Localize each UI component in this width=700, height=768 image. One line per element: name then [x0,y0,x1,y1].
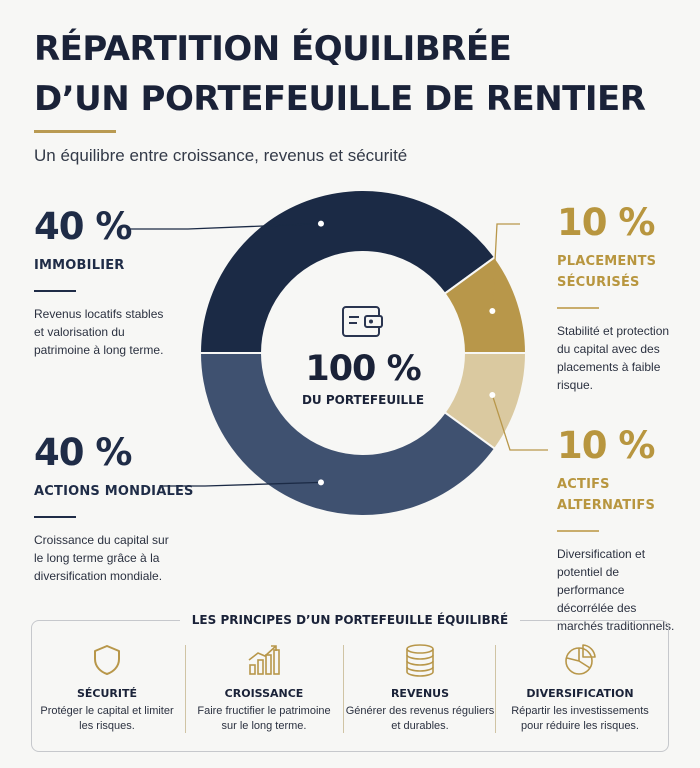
principles-title: LES PRINCIPES D’UN PORTEFEUILLE ÉQUILIBRÉ [180,613,520,627]
leader-dot-immobilier [318,221,324,227]
principle-name: DIVERSIFICATION [526,687,634,700]
slice-rule [557,530,599,532]
slice-info-immobilier [34,207,204,359]
center-total: 100 % [305,349,421,389]
slice-label-immobilier: IMMOBILIER [34,258,125,273]
growth-chart-icon [246,643,282,677]
principle-text: Générer des revenus réguliers et durables. [345,705,495,732]
principle-revenus [345,643,495,734]
page-subtitle: Un équilibre entre croissance, revenus et sécurité [34,146,408,165]
slice-desc-actions: Croissance du capital sur le long terme grâce à la diversification mondiale. [34,532,169,583]
slice-percent-immobilier: 40 % [34,205,132,248]
slice-info-alternatifs [557,426,682,635]
principle-text: Faire fructifier le patrimoine sur le long terme. [197,705,331,732]
slice-desc-alternatifs: Diversification et potentiel de performance décorrélée des marchés traditionnels. [557,546,675,633]
slice-info-actions [34,433,214,585]
principle-name: REVENUS [390,687,450,700]
principle-diversification [500,643,660,734]
slice-info-securises [557,203,677,394]
principles-panel [31,613,669,752]
slice-rule [34,516,76,518]
slice-rule [557,307,599,309]
title-line-1: RÉPARTITION ÉQUILIBRÉE [34,29,512,69]
slice-percent-alternatifs: 10 % [557,424,655,467]
slice-label-securises: PLACEMENTS SÉCURISÉS [557,254,657,290]
title-line-2: D’UN PORTEFEUILLE DE RENTIER [34,79,646,119]
donut-center [263,305,463,407]
leader-dot-actions-mondiales [318,479,324,485]
principle-text: Protéger le capital et limiter les risques. [40,705,174,732]
principle-separator [495,645,496,733]
slice-desc-securises: Stabilité et protection du capital avec des placements à faible risque. [557,323,670,392]
principle-name: SÉCURITÉ [76,687,138,700]
shield-icon [90,643,124,677]
principle-name: CROISSANCE [224,687,304,700]
leader-dot-placements-securises [489,308,495,314]
principle-separator [343,645,344,733]
principle-text: Répartir les investissements pour réduire les risques. [511,705,649,732]
principle-croissance [189,643,339,734]
slice-rule [34,290,76,292]
slice-desc-immobilier: Revenus locatifs stables et valorisation du patrimoine à long terme. [34,306,164,357]
leader-dot-actifs-alternatifs [489,392,495,398]
coin-stack-icon [402,643,438,677]
slice-percent-securises: 10 % [557,201,655,244]
slice-label-alternatifs: ACTIFS ALTERNATIFS [557,477,656,513]
pie-chart-icon [563,643,597,677]
center-label: DU PORTEFEUILLE [301,393,425,407]
wallet-icon [341,305,385,339]
principle-securite [32,643,182,734]
slice-percent-actions: 40 % [34,431,132,474]
slice-label-actions: ACTIONS MONDIALES [34,484,194,499]
principle-separator [185,645,186,733]
